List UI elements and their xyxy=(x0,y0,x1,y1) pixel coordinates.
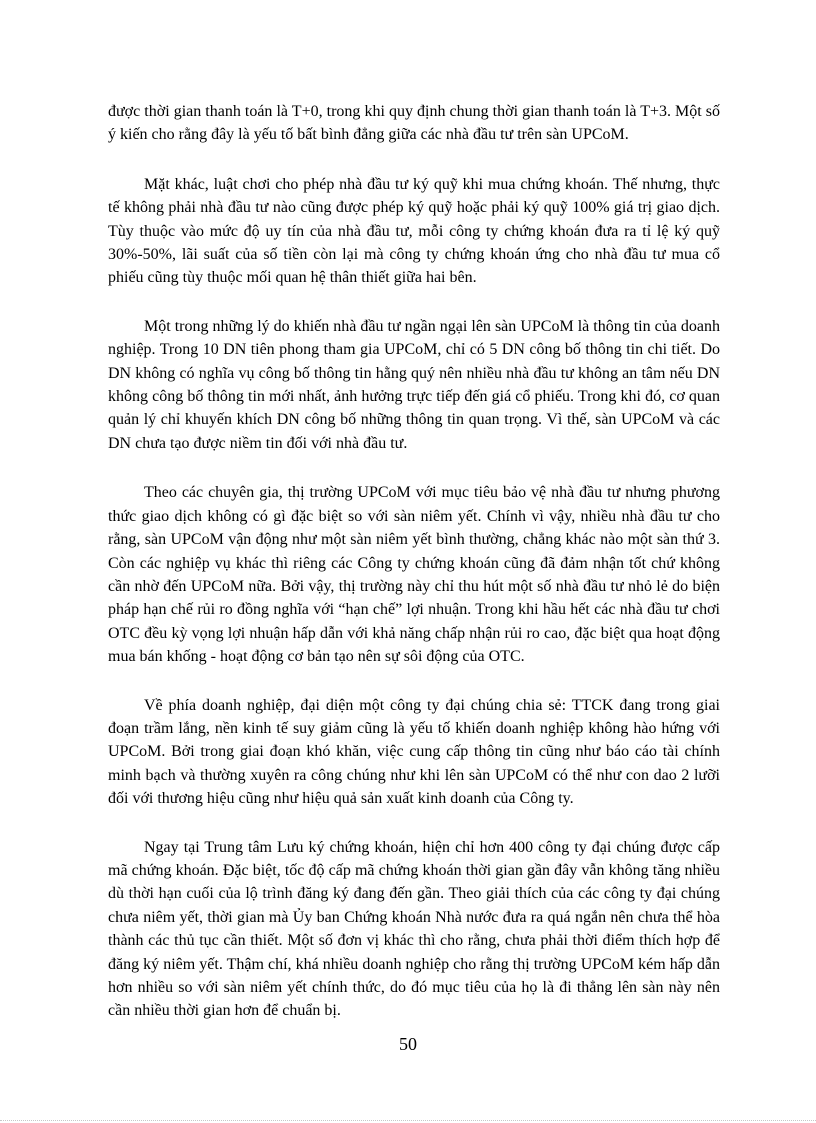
page-bottom-divider xyxy=(0,1120,816,1122)
paragraph-4: Theo các chuyên gia, thị trường UPCoM với mục tiêu bảo vệ nhà đầu tư nhưng phương thức giao dịch không có gì đặc biệt so với sàn niêm yết. Chính vì vậy, nhiều nhà đầu tư cho rằng, sàn UPCoM vận động như một sàn niêm yết bình thường, chẳng khác nào một sàn thứ 3. Còn các nghiệp vụ khác thì riêng các Công ty chứng khoán cũng đã đảm nhận tốt chứ không cần nhờ đến UPCoM nữa. Bởi vậy, thị trường này chỉ thu hút một số nhà đầu tư nhỏ lẻ do biện pháp hạn chế rủi ro đồng nghĩa với “hạn chế” lợi nhuận. Trong khi hầu hết các nhà đầu tư chơi OTC đều kỳ vọng lợi nhuận hấp dẫn với khả năng chấp nhận rủi ro cao, đặc biệt qua hoạt động mua bán khống - hoạt động cơ bản tạo nên sự sôi động của OTC. xyxy=(108,484,720,666)
paragraph-6: Ngay tại Trung tâm Lưu ký chứng khoán, hiện chỉ hơn 400 công ty đại chúng được cấp mã chứng khoán. Đặc biệt, tốc độ cấp mã chứng khoán thời gian gần đây vẫn không tăng nhiều dù thời hạn cuối của lộ trình đăng ký đang đến gần. Theo giải thích của các công ty đại chúng chưa niêm yết, thời gian mà Ủy ban Chứng khoán Nhà nước đưa ra quá ngắn nên chưa thể hòa thành các thủ tục cần thiết. Một số đơn vị khác thì cho rằng, chưa phải thời điểm thích hợp để đăng ký niêm yết. Thậm chí, khá nhiều doanh nghiệp cho rằng thị trường UPCoM kém hấp dẫn hơn nhiều so với sàn niêm yết chính thức, do đó mục tiêu của họ là đi thẳng lên sàn này nên cần nhiều thời gian hơn để chuẩn bị. xyxy=(108,838,720,1020)
page-number: 50 xyxy=(399,1034,417,1054)
document-body xyxy=(108,100,720,1023)
paragraph-5: Về phía doanh nghiệp, đại diện một công ty đại chúng chia sẻ: TTCK đang trong giai đoạn trầm lắng, nền kinh tế suy giảm cũng là yếu tố khiến doanh nghiệp không hào hứng với UPCoM. Bởi trong giai đoạn khó khăn, việc cung cấp thông tin cũng như báo cáo tài chính minh bạch và thường xuyên ra công chúng như khi lên sàn UPCoM có thể như con dao 2 lưỡi đối với thương hiệu cũng như hiệu quả sản xuất kinh doanh của Công ty. xyxy=(108,696,720,808)
paragraph-2: Mặt khác, luật chơi cho phép nhà đầu tư ký quỹ khi mua chứng khoán. Thế nhưng, thực tế không phải nhà đầu tư nào cũng được phép ký quỹ hoặc phải ký quỹ 100% giá trị giao dịch. Tùy thuộc vào mức độ uy tín của nhà đầu tư, mỗi công ty chứng khoán đưa ra tỉ lệ ký quỹ 30%-50%, lãi suất của số tiền còn lại mà công ty chứng khoán ứng cho nhà đầu tư mua cổ phiếu cũng tùy thuộc mối quan hệ thân thiết giữa hai bên. xyxy=(108,175,720,287)
paragraph-1: được thời gian thanh toán là T+0, trong khi quy định chung thời gian thanh toán là T+3. Một số ý kiến cho rằng đây là yếu tố bất bình đẳng giữa các nhà đầu tư trên sàn UPCoM. xyxy=(108,103,720,144)
paragraph-3: Một trong những lý do khiến nhà đầu tư ngần ngại lên sàn UPCoM là thông tin của doanh nghiệp. Trong 10 DN tiên phong tham gia UPCoM, chỉ có 5 DN công bố thông tin chi tiết. Do DN không có nghĩa vụ công bố thông tin hằng quý nên nhiều nhà đầu tư không an tâm nếu DN không công bố thông tin mới nhất, ảnh hưởng trực tiếp đến giá cổ phiếu. Trong khi đó, cơ quan quản lý chỉ khuyến khích DN công bố những thông tin quan trọng. Vì thế, sàn UPCoM và các DN chưa tạo được niềm tin đối với nhà đầu tư. xyxy=(108,317,720,452)
